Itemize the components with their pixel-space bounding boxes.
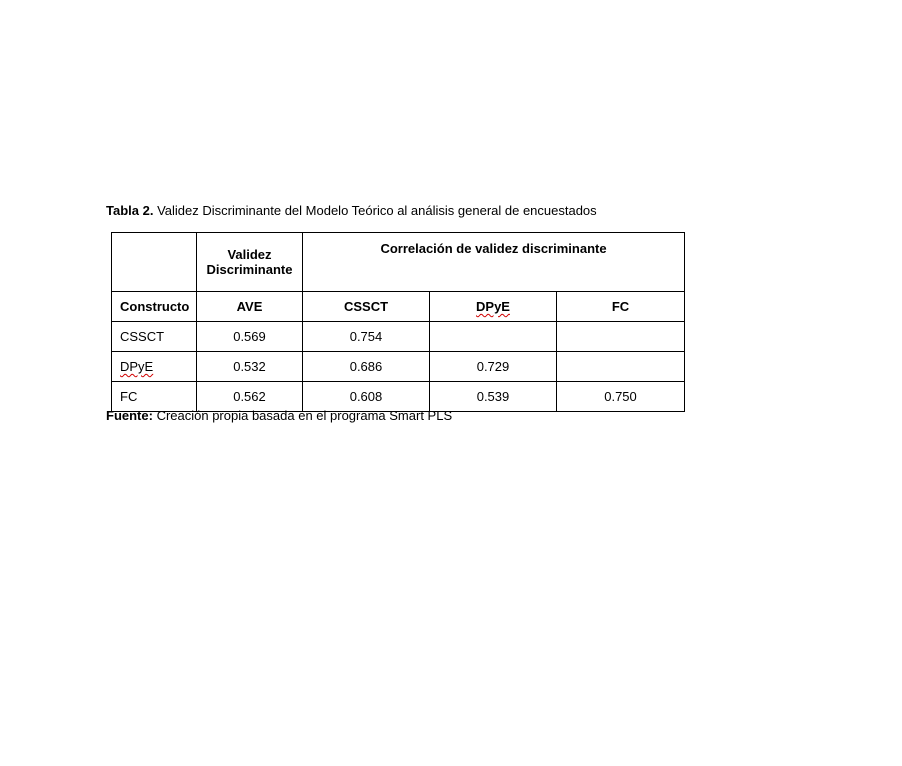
header-dpye-cell bbox=[430, 292, 557, 322]
table-source-note bbox=[106, 408, 452, 424]
table-header-row-columns bbox=[112, 292, 685, 322]
dpye-cell: 0.729 bbox=[430, 352, 557, 382]
construct-cell bbox=[112, 352, 197, 382]
dpye-cell bbox=[430, 322, 557, 352]
construct-label: DPyE bbox=[120, 359, 154, 374]
fc-cell bbox=[557, 322, 685, 352]
source-text: Creación propia basada en el programa Smart PLS bbox=[152, 408, 453, 423]
source-label: Fuente: bbox=[106, 408, 153, 423]
header-fc: FC bbox=[557, 292, 685, 322]
table-caption-text: Validez Discriminante del Modelo Teórico al análisis general de encuestados bbox=[153, 203, 597, 218]
header-cssct: CSSCT bbox=[303, 292, 430, 322]
table-caption-label: Tabla 2. bbox=[106, 203, 154, 218]
header-ave: AVE bbox=[197, 292, 303, 322]
dpye-cell: 0.539 bbox=[430, 382, 557, 412]
header-dpye: DPyE bbox=[476, 299, 510, 314]
table-header-row-top bbox=[112, 233, 685, 292]
header-empty-cell bbox=[112, 233, 197, 292]
header-validez-discriminante: Validez Discriminante bbox=[197, 233, 303, 292]
cssct-cell: 0.608 bbox=[303, 382, 430, 412]
table-row bbox=[112, 382, 685, 412]
ave-cell: 0.569 bbox=[197, 322, 303, 352]
discriminant-validity-table bbox=[111, 232, 685, 412]
table-row bbox=[112, 352, 685, 382]
fc-cell: 0.750 bbox=[557, 382, 685, 412]
table-caption bbox=[106, 203, 597, 219]
table-row bbox=[112, 322, 685, 352]
construct-cell: FC bbox=[112, 382, 197, 412]
header-correlacion: Correlación de validez discriminante bbox=[303, 233, 685, 292]
construct-cell: CSSCT bbox=[112, 322, 197, 352]
ave-cell: 0.562 bbox=[197, 382, 303, 412]
cssct-cell: 0.686 bbox=[303, 352, 430, 382]
ave-cell: 0.532 bbox=[197, 352, 303, 382]
cssct-cell: 0.754 bbox=[303, 322, 430, 352]
fc-cell bbox=[557, 352, 685, 382]
header-constructo: Constructo bbox=[112, 292, 197, 322]
